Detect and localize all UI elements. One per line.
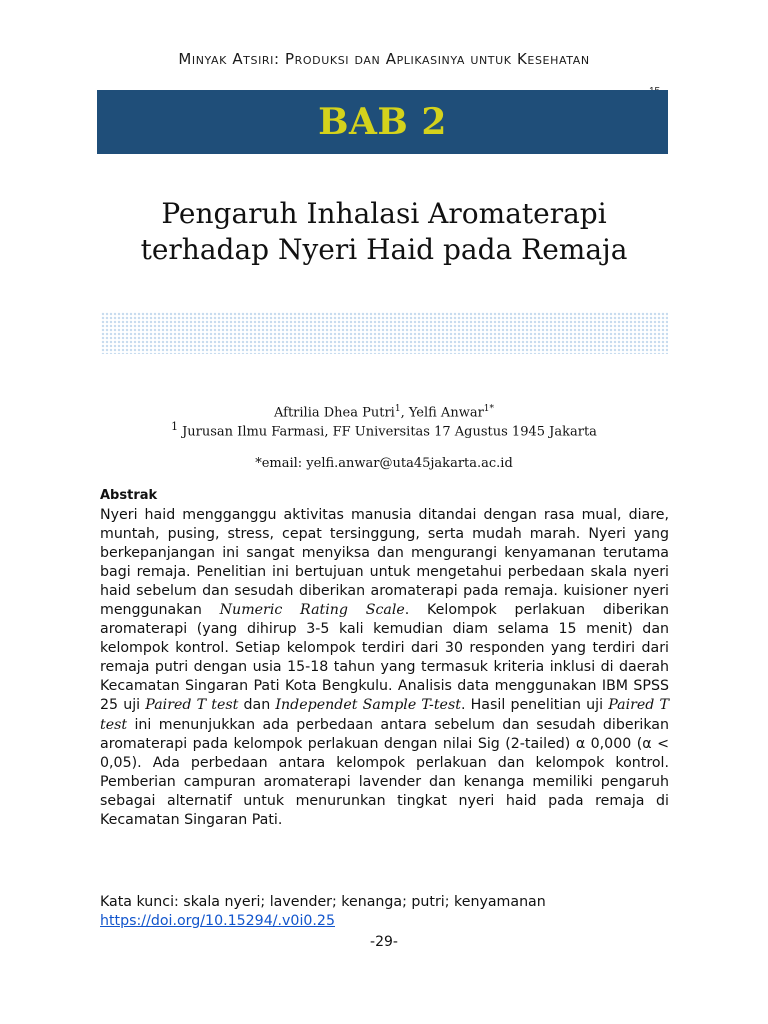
- chapter-label: BAB 2: [318, 101, 447, 143]
- title-line-1: Pengaruh Inhalasi Aromaterapi: [161, 197, 607, 230]
- abstract-italic-4: Paired T test: [100, 697, 670, 733]
- author-2-affiliation-mark: 1*: [483, 404, 495, 414]
- abstract-italic-1: Numeric Rating Scale: [219, 602, 405, 619]
- affiliation-text: Jurusan Ilmu Farmasi, FF Universitas 17 Agustus 1945 Jakarta: [177, 424, 597, 440]
- abstract-heading: Abstrak: [100, 488, 158, 503]
- author-separator: ,: [400, 405, 409, 421]
- abstract-italic-3: Independet Sample T-test: [275, 697, 461, 714]
- abstract-text-5: ini menunjukkan ada perbedaan antara sebelum dan sesudah diberikan aromaterapi pada kelompok perlakuan dengan nilai Sig (2-tailed) α 0,000 (α < 0,05). Ada perbedaan antara kelompok perlakuan dan kelompok kontrol. Pemberian campuran aromaterapi lavender dan kenanga memiliki pengaruh sebagai alternatif untuk menurunkan tingkat nyeri haid pada remaja di Kecamatan Singaran Pati.: [100, 716, 669, 828]
- title-line-2: terhadap Nyeri Haid pada Remaja: [140, 233, 628, 266]
- abstract-text-3: dan: [238, 697, 276, 714]
- author-1-affiliation-mark: 1: [394, 404, 401, 414]
- abstract-body: [100, 506, 669, 830]
- page-number: -29-: [370, 934, 398, 950]
- doi-link[interactable]: https://doi.org/10.15294/.v0i0.25: [100, 913, 335, 929]
- affiliation-mark: 1: [171, 420, 178, 433]
- abstract-italic-2: Paired T test: [145, 697, 239, 714]
- abstract-text-2: . Kelompok perlakuan diberikan aromaterapi (yang dihirup 3-5 kali kemudian diam selama 15 menit) dan kelompok kontrol. Setiap kelompok terdiri dari 30 responden yang terdiri dari remaja putri dengan usia 15-18 tahun yang termasuk kriteria inklusi di daerah Kecamatan Singaran Pati Kota Bengkulu. Analisis data menggunakan IBM SPSS 25 uji: [100, 602, 669, 714]
- chapter-banner: [97, 90, 668, 154]
- decorative-dotted-band: [101, 312, 668, 354]
- author-1: Aftrilia Dhea Putri: [273, 405, 395, 421]
- abstract-text-4: . Hasil penelitian uji: [460, 697, 609, 714]
- corresponding-email: *email: yelfi.anwar@uta45jakarta.ac.id: [255, 456, 513, 471]
- abstract-text-1: Nyeri haid mengganggu aktivitas manusia ditandai dengan rasa mual, diare, muntah, pusing, stress, cepat tersinggung, serta mudah marah. Nyeri yang berkepanjangan ini sangat menyiksa dan mengurangi kenyamanan terutama bagi remaja. Penelitian ini bertujuan untuk mengetahui perbedaan skala nyeri haid sebelum dan sesudah diberikan aromaterapi pada remaja. kuisioner nyeri menggunakan: [100, 507, 669, 619]
- author-2: Yelfi Anwar: [408, 405, 484, 421]
- affiliation: [0, 418, 768, 441]
- running-head: Minyak Atsiri: Produksi dan Aplikasinya untuk Kesehatan: [178, 50, 590, 68]
- keywords: Kata kunci: skala nyeri; lavender; kenanga; putri; kenyamanan: [100, 894, 546, 910]
- paper-title: [60, 196, 708, 268]
